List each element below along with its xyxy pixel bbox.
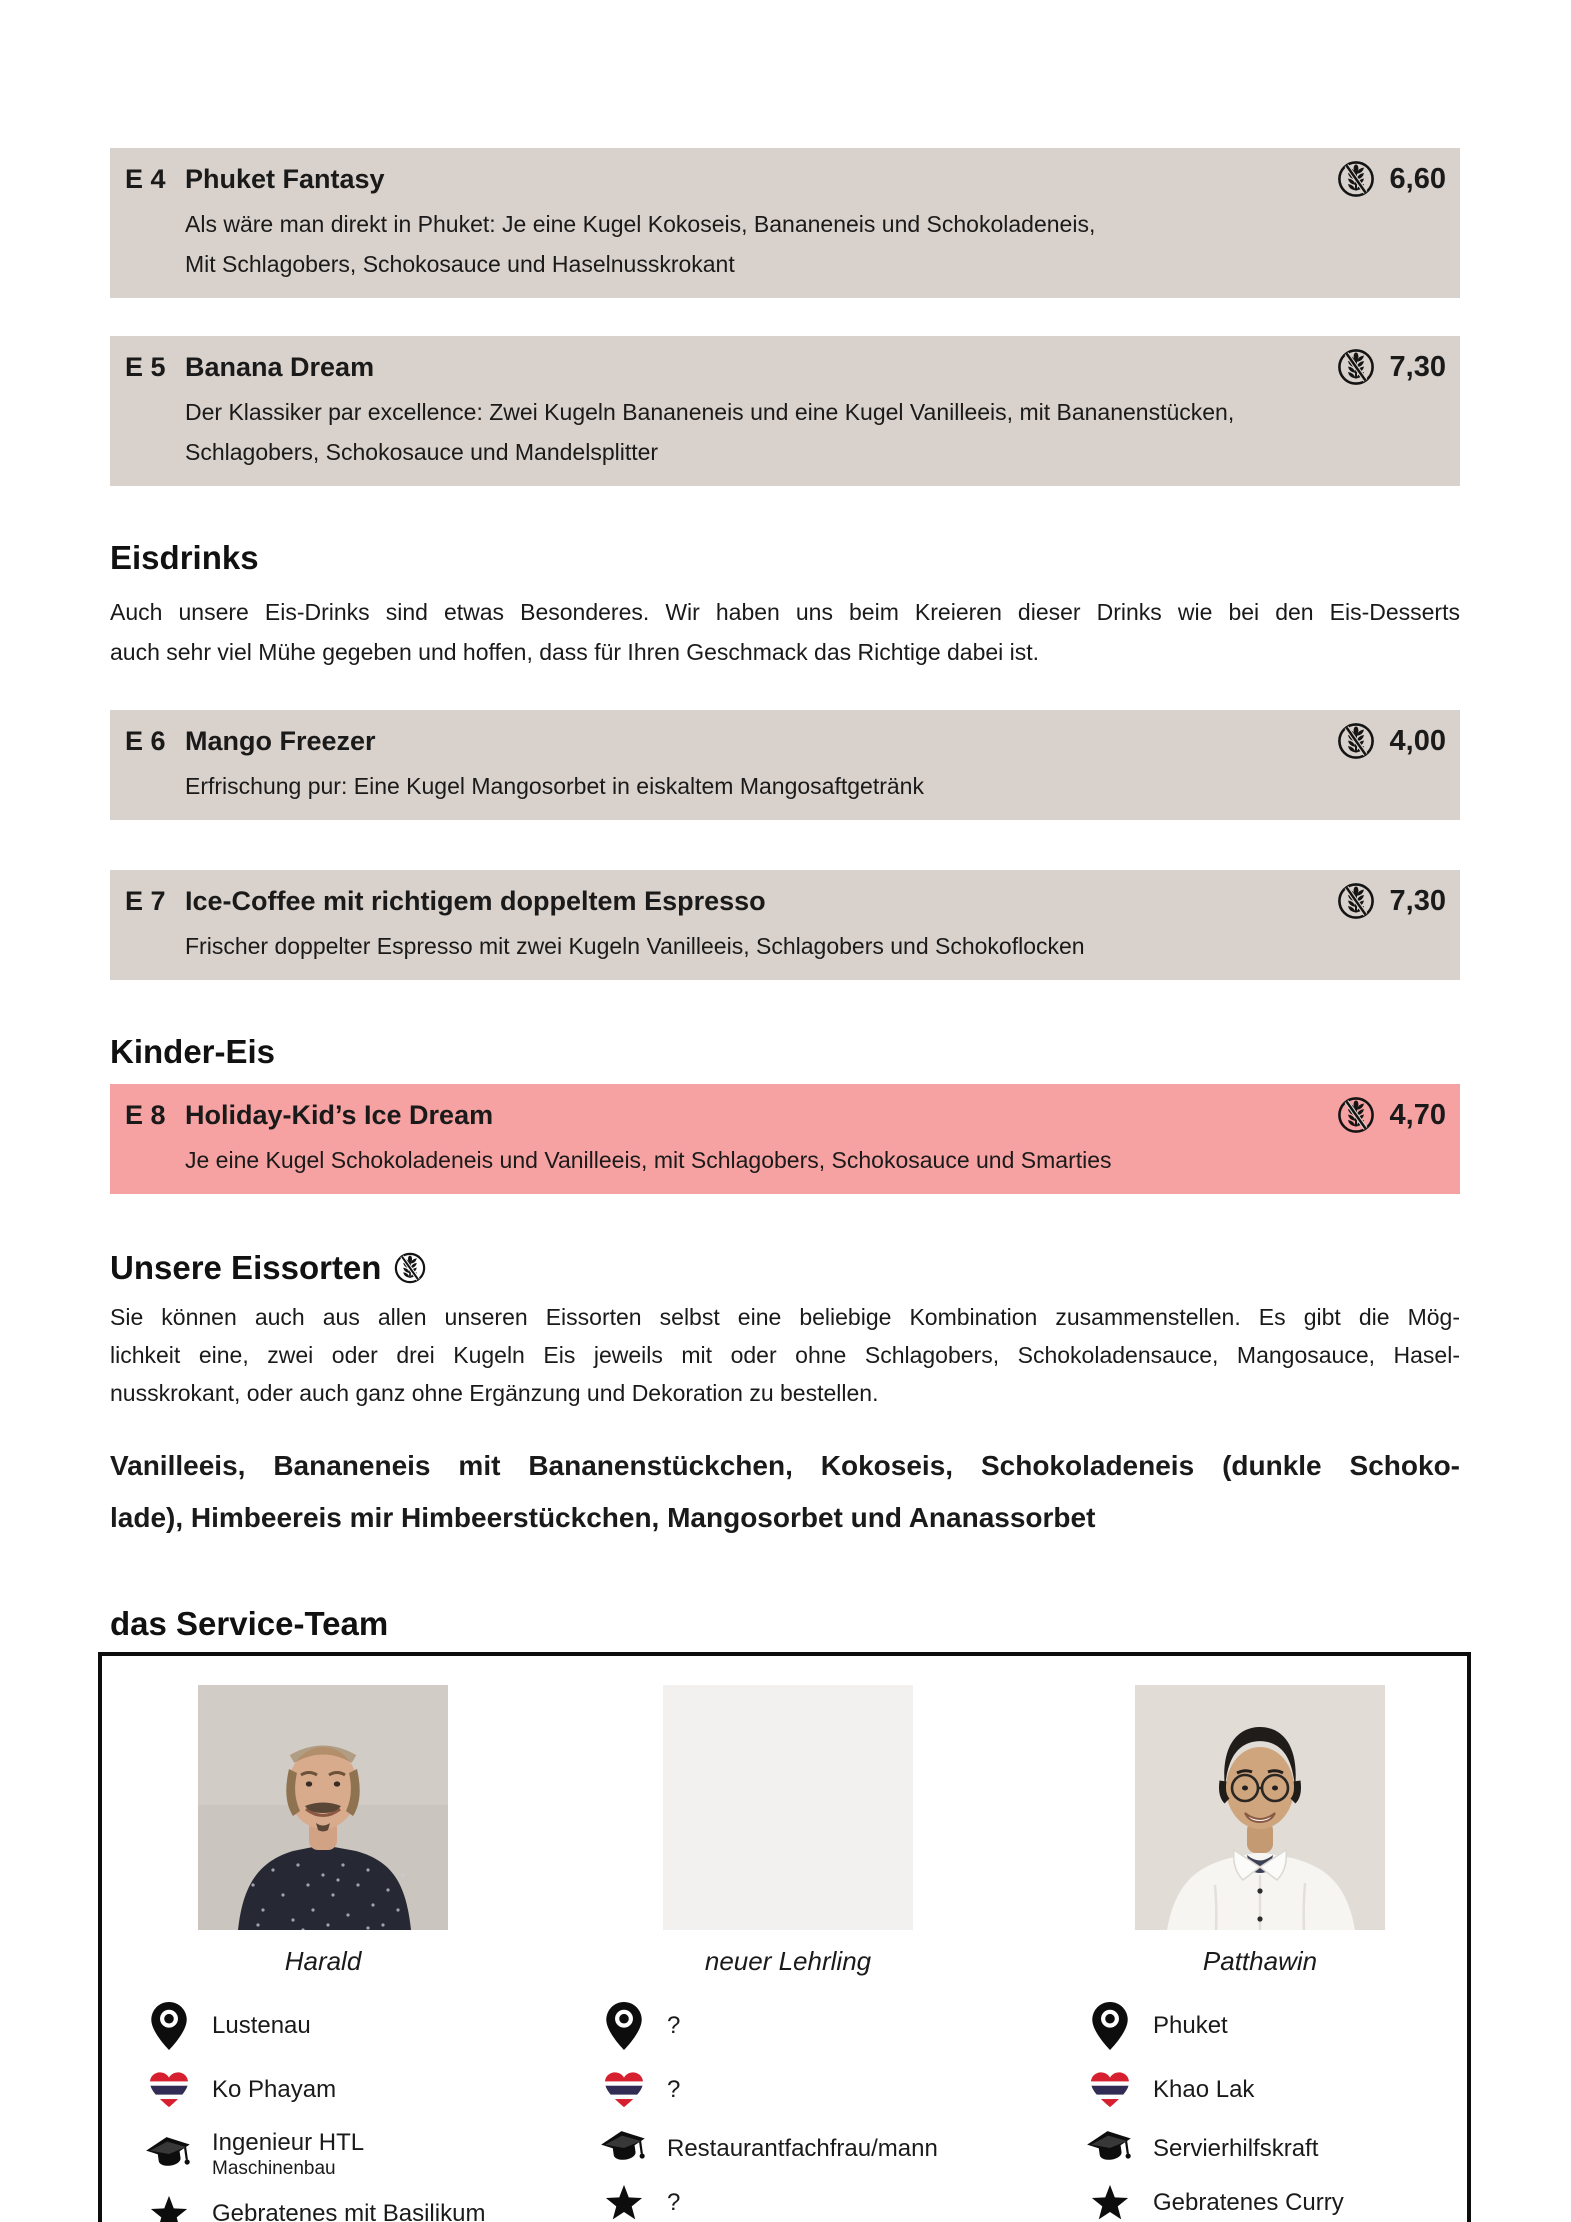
item-title: Phuket Fantasy: [185, 163, 385, 194]
member-location: Lustenau: [212, 2012, 311, 2039]
item-price: 4,00: [1389, 724, 1446, 757]
graduation-cap-icon: [146, 2135, 192, 2175]
star-icon: [601, 2183, 647, 2222]
item-price: 4,70: [1389, 1098, 1446, 1131]
member-favorite-dish-row: [146, 2194, 601, 2222]
item-description: Als wäre man direkt in Phuket: Je eine Kugel Kokoseis, Bananeneis und Schokoladeneis, Mit Schlagobers, Schokosauce und Haselnusskrokant: [185, 211, 1096, 277]
member-name: neuer Lehrling: [704, 1946, 872, 1976]
member-photo: [1135, 1685, 1385, 1930]
gluten-free-icon: [393, 1251, 427, 1285]
member-favorite-place-row: [1087, 2071, 1542, 2109]
item-code: E 4: [125, 163, 166, 194]
item-description: Je eine Kugel Schokoladeneis und Vanilleeis, mit Schlagobers, Schokosauce und Smarties: [185, 1147, 1112, 1173]
flavors-paragraph: Vanilleeis, Bananeneis mit Bananenstückchen, Kokoseis, Schokoladeneis (dunkle Schoko- lade), Himbeereis mir Himbeerstückchen, Mangosorbet und Ananassorbet: [110, 1450, 1460, 1533]
member-favorite-dish-row: [1087, 2183, 1542, 2222]
item-title: Ice-Coffee mit richtigem doppeltem Espresso: [185, 885, 766, 916]
item-price: 7,30: [1389, 884, 1446, 917]
gluten-free-icon: [1336, 159, 1376, 199]
thai-flag-heart-icon: [1087, 2071, 1133, 2109]
star-icon: [1087, 2183, 1133, 2222]
thai-flag-heart-icon: [146, 2071, 192, 2109]
member-education: Ingenieur HTL: [212, 2129, 365, 2156]
item-title: Mango Freezer: [185, 725, 376, 756]
gluten-free-icon: [1336, 881, 1376, 921]
member-location-row: [146, 2001, 601, 2051]
member-education-row: [601, 2129, 1056, 2169]
team-member-lehrling: [601, 1656, 1056, 2222]
section-heading-service-team: das Service-Team: [110, 1605, 389, 1642]
member-favorite-dish: Gebratenes mit Basilikum: [212, 2200, 486, 2222]
graduation-cap-icon: [1087, 2129, 1133, 2169]
item-title: Holiday-Kid’s Ice Dream: [185, 1099, 494, 1130]
section-heading-eisdrinks: Eisdrinks: [110, 539, 259, 576]
item-price: 7,30: [1389, 350, 1446, 383]
item-price: 6,60: [1389, 162, 1446, 195]
gluten-free-icon: [1336, 347, 1376, 387]
menu-item-e4: [110, 148, 1460, 298]
member-favorite-place-row: [601, 2071, 1056, 2109]
item-code: E 7: [125, 885, 166, 916]
member-favorite-place: Khao Lak: [1153, 2076, 1255, 2103]
member-name: Harald: [284, 1946, 362, 1976]
member-education-detail: Maschinenbau: [212, 2158, 336, 2179]
member-favorite-place: Ko Phayam: [212, 2076, 337, 2103]
eissorten-heading-text: Unsere Eissorten: [110, 1249, 382, 1286]
location-pin-icon: [601, 2001, 647, 2051]
member-education: Servierhilfskraft: [1153, 2135, 1319, 2162]
menu-item-e8: [110, 1084, 1460, 1194]
member-photo-placeholder: [663, 1685, 913, 1930]
star-icon: [146, 2194, 192, 2222]
item-code: E 6: [125, 725, 166, 756]
member-favorite-place-row: [146, 2071, 601, 2109]
item-description: Frischer doppelter Espresso mit zwei Kugeln Vanilleeis, Schlagobers und Schokoflocken: [185, 933, 1085, 959]
menu-item-e6: [110, 710, 1460, 820]
team-member-patthawin: [1087, 1656, 1542, 2222]
member-education: Restaurantfachfrau/mann: [667, 2135, 938, 2162]
eisdrinks-intro-paragraph: Auch unsere Eis-Drinks sind etwas Besonderes. Wir haben uns beim Kreieren dieser Drinks wie bei den Eis-Desserts auch sehr viel Mühe gegeben und hoffen, dass für Ihren Geschmack das Richtige dabei ist.: [110, 599, 1460, 665]
member-education-row: [146, 2129, 601, 2180]
thai-flag-heart-icon: [601, 2071, 647, 2109]
team-member-harald: [146, 1656, 601, 2222]
member-favorite-dish-row: [601, 2183, 1056, 2222]
member-education-row: [1087, 2129, 1542, 2169]
member-location-row: [1087, 2001, 1542, 2051]
item-description: Erfrischung pur: Eine Kugel Mangosorbet in eiskaltem Mangosaftgetränk: [185, 773, 924, 799]
member-location: Phuket: [1153, 2012, 1228, 2039]
gluten-free-icon: [1336, 721, 1376, 761]
member-favorite-dish: ?: [667, 2189, 681, 2216]
section-heading-eissorten: [110, 1248, 1460, 1288]
menu-item-e7: [110, 870, 1460, 980]
eissorten-paragraph: Sie können auch aus allen unseren Eissorten selbst eine beliebige Kombination zusammenstellen. Es gibt die Mög- lichkeit eine, zwei oder drei Kugeln Eis jeweils mit oder ohne Schlagobers, Schokoladensauce, Mangosauce, Hasel- nusskrokant, oder auch ganz ohne Ergänzung und Dekoration zu bestellen.: [110, 1304, 1460, 1406]
member-photo: [198, 1685, 448, 1930]
item-title: Banana Dream: [185, 351, 375, 382]
location-pin-icon: [1087, 2001, 1133, 2051]
section-heading-kinder-eis: Kinder-Eis: [110, 1033, 276, 1070]
member-name: Patthawin: [1202, 1946, 1318, 1976]
menu-item-e5: [110, 336, 1460, 486]
member-favorite-place: ?: [667, 2076, 681, 2103]
member-location: ?: [667, 2012, 681, 2039]
member-location-row: [601, 2001, 1056, 2051]
item-code: E 8: [125, 1099, 166, 1130]
location-pin-icon: [146, 2001, 192, 2051]
member-favorite-dish: Gebratenes Curry: [1153, 2189, 1344, 2216]
item-description: Der Klassiker par excellence: Zwei Kugeln Bananeneis und eine Kugel Vanilleeis, mit Bananenstücken, Schlagobers, Schokosauce und Mandelsplitter: [185, 399, 1235, 465]
graduation-cap-icon: [601, 2129, 647, 2169]
item-code: E 5: [125, 351, 166, 382]
service-team-box: [98, 1652, 1471, 2222]
gluten-free-icon: [1336, 1095, 1376, 1135]
